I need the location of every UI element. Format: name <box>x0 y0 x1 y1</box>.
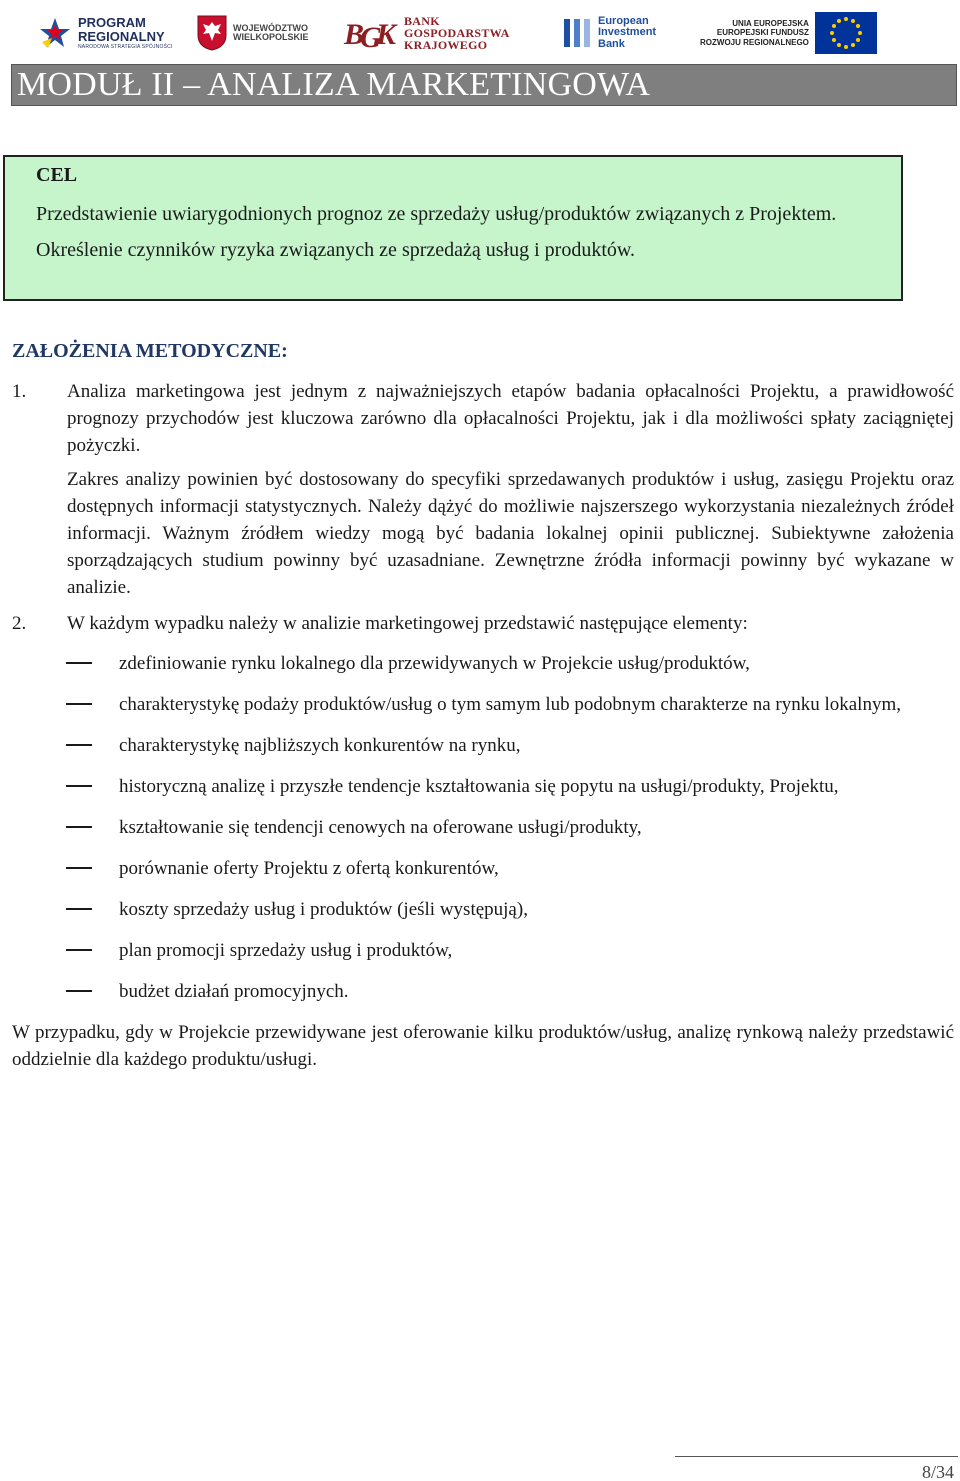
program-regionalny-subline: NARODOWA STRATEGIA SPÓJNOŚCI <box>78 43 173 50</box>
eib-bars-icon <box>562 15 592 51</box>
cel-paragraph-1: Przedstawienie uwiarygodnionych prognoz ze sprzedaży usług/produktów związanych z Projektem. <box>36 203 837 225</box>
wojewodztwo-line-2: WIELKOPOLSKIE <box>233 32 309 42</box>
list-item <box>12 732 954 759</box>
bgk-line-1: BANK <box>404 14 440 28</box>
wojewodztwo-line-1: WOJEWÓDZTWO <box>233 22 308 33</box>
program-regionalny-line-2: REGIONALNY <box>78 28 165 44</box>
list-item-text: plan promocji sprzedaży usług i produktów, <box>119 940 453 961</box>
dash-bullet-icon <box>66 785 92 787</box>
logo-program-regionalny <box>38 8 173 58</box>
list-item-text: charakterystykę podaży produktów/usług o tym samym lub podobnym charakterze na rynku lokalnym, <box>119 694 901 715</box>
dash-bullet-icon <box>66 990 92 992</box>
cel-paragraph-2: Określenie czynników ryzyka związanych ze sprzedażą usług i produktów. <box>36 239 636 261</box>
page-number: 8/34 <box>921 1462 954 1481</box>
assumption-number-2: 2. <box>12 613 27 634</box>
list-item-text: historyczną analizę i przyszłe tendencje kształtowania się popytu na usługi/produkty, Projektu, <box>119 776 839 797</box>
ue-line-2: EUROPEJSKI FUNDUSZ <box>716 28 809 38</box>
elements-list <box>12 650 954 1005</box>
svg-text:G: G <box>360 21 382 53</box>
logo-wojewodztwo-wielkopolskie <box>197 8 309 58</box>
list-item <box>12 978 954 1005</box>
list-item-text: porównanie oferty Projektu z ofertą konkurentów, <box>119 858 499 879</box>
assumption-number-1: 1. <box>12 381 27 402</box>
program-regionalny-star-icon <box>38 16 72 50</box>
assumption-item-1 <box>12 378 954 601</box>
list-item <box>12 855 954 882</box>
closing-paragraph: W przypadku, gdy w Projekcie przewidywane jest oferowanie kilku produktów/usług, analizę rynkową należy przedstawić oddzielnie dla każdego produktu/usługi. <box>12 1022 954 1070</box>
logo-ue <box>700 8 877 58</box>
svg-text:B: B <box>344 18 365 51</box>
logo-bgk <box>342 8 510 58</box>
eib-line-3: Bank <box>598 37 625 50</box>
dash-bullet-icon <box>66 826 92 828</box>
dash-bullet-icon <box>66 662 92 664</box>
list-item <box>12 650 954 677</box>
list-item-text: zdefiniowanie rynku lokalnego dla przewidywanych w Projekcie usług/produktów, <box>119 653 750 674</box>
dash-bullet-icon <box>66 908 92 910</box>
assumption-2-paragraph-1: W każdym wypadku należy w analizie marketingowej przedstawić następujące elementy: <box>67 613 748 634</box>
list-item <box>12 691 954 718</box>
assumption-1-paragraph-1: Analiza marketingowa jest jednym z najważniejszych etapów badania opłacalności Projektu, a prawidłowość prognozy przychodów jest kluczowa zarówno dla opłacalności Projektu, jak i dla możliwości spłaty zaciągniętej pożyczki. <box>67 381 954 456</box>
dash-bullet-icon <box>66 867 92 869</box>
assumption-1-paragraph-2: Zakres analizy powinien być dostosowany do specyfiki sprzedawanych produktów i usług, zasięgu Projektu oraz dostępnych informacji statystycznych. Należy dążyć do możliwie najszerszego wykorzystania niezależnych źródeł informacji. Ważnym źródłem wiedzy mogą być badania lokalnej opinii publicznej. Subiektywne założenia sporządzających studium powinny być uzasadniane. Zewnętrzne źródła informacji powinny być wykazane w analizie. <box>67 469 954 598</box>
list-item <box>12 773 954 800</box>
dash-bullet-icon <box>66 949 92 951</box>
eu-flag-icon <box>815 12 877 54</box>
bgk-line-2: GOSPODARSTWA <box>404 26 510 40</box>
program-regionalny-line-1: PROGRAM <box>78 15 146 31</box>
list-item-text: koszty sprzedaży usług i produktów (jeśli występują), <box>119 899 528 920</box>
bgk-line-3: KRAJOWEGO <box>404 38 488 52</box>
dash-bullet-icon <box>66 703 92 705</box>
module-title-bar <box>11 64 957 106</box>
cel-box <box>3 155 903 301</box>
list-item <box>12 896 954 923</box>
module-title: MODUŁ II – ANALIZA MARKETINGOWA <box>17 66 651 103</box>
assumptions-heading: ZAŁOŻENIA METODYCZNE: <box>12 340 288 362</box>
ue-line-3: ROZWOJU REGIONALNEGO <box>700 37 809 47</box>
logo-eib <box>562 8 656 58</box>
footer-divider <box>675 1456 958 1457</box>
eib-line-2: Investment <box>598 26 657 39</box>
dash-bullet-icon <box>66 744 92 746</box>
eagle-shield-icon <box>197 15 227 51</box>
bgk-monogram-icon <box>342 13 398 53</box>
ue-line-1: UNIA EUROPEJSKA <box>732 19 809 29</box>
header-logos <box>0 8 960 58</box>
list-item-text: charakterystykę najbliższych konkurentów na rynku, <box>119 735 521 756</box>
cel-heading: CEL <box>36 164 78 186</box>
svg-text:K: K <box>376 18 397 51</box>
list-item-text: kształtowanie się tendencji cenowych na oferowane usługi/produkty, <box>119 817 642 838</box>
list-item-text: budżet działań promocyjnych. <box>119 981 349 1002</box>
list-item <box>12 937 954 964</box>
assumption-item-2 <box>12 610 954 637</box>
eib-line-1: European <box>598 14 649 27</box>
list-item <box>12 814 954 841</box>
assumptions-body <box>12 378 954 1073</box>
